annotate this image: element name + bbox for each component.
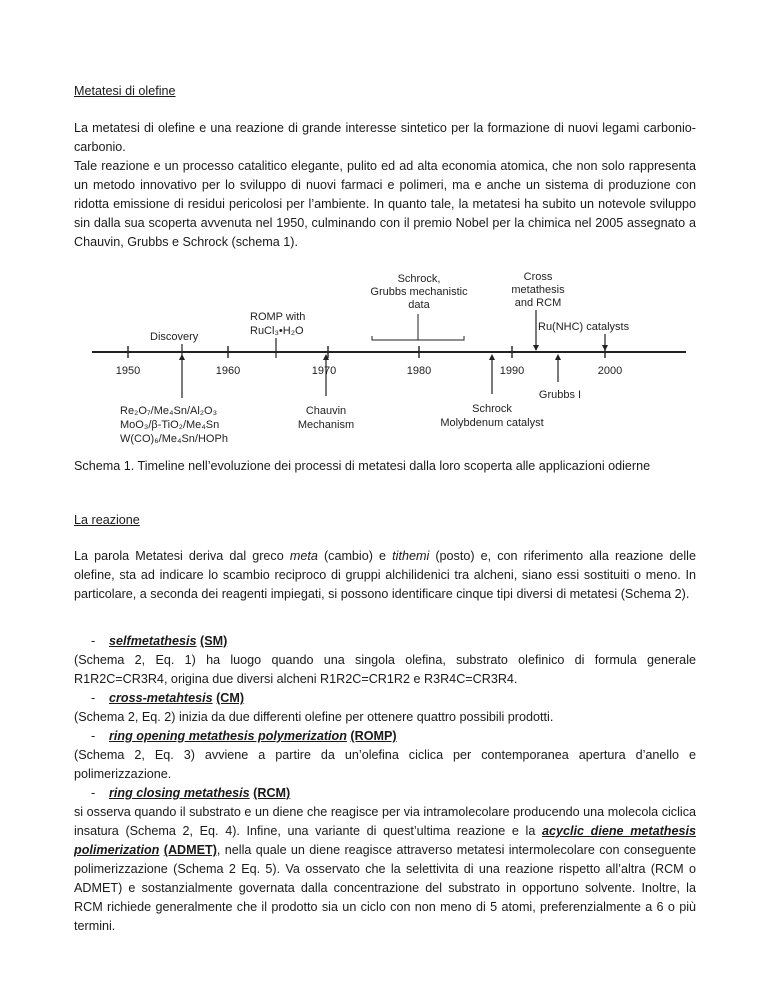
term-romp: ring opening metathesis polymerization <box>109 729 347 743</box>
list-item-description <box>74 803 696 936</box>
chauvin-label-line2: Mechanism <box>297 419 355 431</box>
list-dash: - <box>91 634 96 648</box>
list-item-description: (Schema 2, Eq. 2) inizia da due differenti olefine per ottenere quattro possibili prodotti. <box>74 710 554 724</box>
grubbs-i-label: Grubbs I <box>538 389 582 401</box>
word-tithemi: tithemi <box>392 549 430 563</box>
chauvin-label-line1: Chauvin <box>305 405 347 417</box>
abbr-sm: (SM) <box>200 634 228 648</box>
year-label-1970: 1970 <box>311 365 337 377</box>
catalysts-label-line1: Re₂O₇/Me₄Sn/Al₂O₃ <box>120 405 218 417</box>
schrock-grubbs-bracket <box>372 314 464 340</box>
schrock-grubbs-label-line3: data <box>408 299 430 311</box>
reaction-text-b: (cambio) e <box>317 549 393 563</box>
romp-label-line1: ROMP with <box>250 311 306 323</box>
cross-metathesis-label-line3: and RCM <box>514 297 562 309</box>
list-item-title <box>74 689 696 708</box>
discovery-label: Discovery <box>150 331 199 343</box>
schrock-grubbs-label-line1: Schrock, <box>397 273 441 285</box>
word-meta: meta <box>289 549 318 563</box>
figure-caption-block <box>74 457 696 476</box>
abbr-romp: (ROMP) <box>350 729 397 743</box>
list-item-title <box>74 727 696 746</box>
ru-nhc-arrowhead <box>602 345 608 351</box>
cross-metathesis-arrowhead <box>533 345 539 351</box>
list-item-description: (Schema 2, Eq. 3) avviene a partire da un’olefina ciclica per contemporanea apertura d’anello e polimerizzazione. <box>74 748 696 781</box>
year-label-1950: 1950 <box>115 365 141 377</box>
catalysts-arrowhead <box>179 354 185 360</box>
list-dash: - <box>91 691 96 705</box>
year-label-2000: 2000 <box>597 365 623 377</box>
reaction-section <box>74 547 696 604</box>
abbr-cm: (CM) <box>216 691 245 705</box>
intro-section <box>74 119 696 252</box>
schrock-label-line1: Schrock <box>472 403 512 415</box>
reaction-text-a: La parola Metatesi deriva dal greco <box>74 549 290 563</box>
schrock-arrowhead <box>489 354 495 360</box>
catalysts-label-line3: W(CO)₆/Me₄Sn/HOPh <box>120 433 228 445</box>
abbr-rcm: (RCM) <box>253 786 291 800</box>
cross-metathesis-label-line2: metathesis <box>511 284 565 296</box>
reaction-text-c: (posto) e, con riferimento alla reazione delle olefine, sta ad indicare lo scambio reciproco di gruppi alchilidenici tra alcheni, siano essi sostituiti o meno. In particolare, a seconda dei reagenti impiegati, si possono identificare cinque tipi diversi di metatesi (Schema 2). <box>74 549 696 601</box>
year-label-1960: 1960 <box>215 365 241 377</box>
schema-1-caption: Schema 1. Timeline nell’evoluzione dei processi di metatesi dalla loro scoperta alle applicazioni odierne <box>74 459 651 473</box>
grubbs-i-arrowhead <box>555 354 561 360</box>
section-title-reazione: La reazione <box>74 513 140 527</box>
cross-metathesis-label-line1: Cross <box>523 271 553 283</box>
year-label-1990: 1990 <box>499 365 525 377</box>
list-dash: - <box>91 786 96 800</box>
schrock-grubbs-label-line2: Grubbs mechanistic <box>370 286 468 298</box>
romp-label-line2: RuCl₃•H₂O <box>250 325 304 337</box>
list-item-title <box>74 784 696 803</box>
document-title: Metatesi di olefine <box>74 84 176 98</box>
term-cross-metathesis: cross-metahtesis <box>109 691 213 705</box>
catalysts-label-line2: MoO₃/β-TiO₂/Me₄Sn <box>120 419 220 431</box>
abbr-admet: (ADMET) <box>163 843 217 857</box>
list-item-title <box>74 632 696 651</box>
reaction-paragraph <box>74 547 696 604</box>
intro-paragraph-1: La metatesi di olefine e una reazione di grande interesse sintetico per la formazione di nuovi legami carbonio-carbonio. <box>74 121 696 154</box>
rcm-text-b: , nella quale un diene reagisce attraverso metatesi intermolecolare con conseguente polimerizzazione (Schema 2 Eq. 5). Va osservato che la selettivita di una reazione rispetto all’altra (RCM o ADMET) e sostanzialmente governata dalla concentrazione del substrato in opportuno solvente. Inoltre, la RCM richiede generalmente che il prodotto sia un ciclo con non meno di 5 atomi, preferenzialmente a 6 o più termini. <box>74 843 697 933</box>
timeline-svg <box>90 268 688 448</box>
metathesis-types-list <box>74 632 696 936</box>
list-item-description: (Schema 2, Eq. 1) ha luogo quando una singola olefina, substrato olefinico di formula generale R1R2C=CR3R4, origina due diversi alcheni R1R2C=CR1R2 e R3R4C=CR3R4. <box>74 653 696 686</box>
list-dash: - <box>91 729 96 743</box>
year-label-1980: 1980 <box>406 365 432 377</box>
term-selfmetathesis: selfmetathesis <box>109 634 197 648</box>
ru-nhc-label: Ru(NHC) catalysts <box>538 321 630 333</box>
intro-paragraph-2: Tale reazione e un processo catalitico elegante, pulito ed ad alta economia atomica, che non solo rappresenta un metodo innovativo per lo sviluppo di nuovi farmaci e polimeri, ma e anche un sistema di produzione con ridotta emissione di residui pericolosi per l’ambiente. In quanto tale, la metatesi ha subito un notevole sviluppo sin dalla sua scoperta avvenuta nel 1950, culminando con il premio Nobel per la chimica nel 2005 assegnato a Chauvin, Grubbs e Schrock (schema 1). <box>74 159 696 249</box>
term-admet: acyclic diene metathesis polimerization <box>74 824 696 857</box>
rcm-text-a: si osserva quando il substrato e un diene che reagisce per via intramolecolare producendo una molecola ciclica insatura (Schema 2, Eq. 4). Infine, una variante di quest’ultima reazione e la <box>74 805 696 838</box>
schrock-label-line2: Molybdenum catalyst <box>440 417 544 429</box>
term-rcm: ring closing metathesis <box>109 786 250 800</box>
schema-1-timeline-figure <box>90 268 688 448</box>
